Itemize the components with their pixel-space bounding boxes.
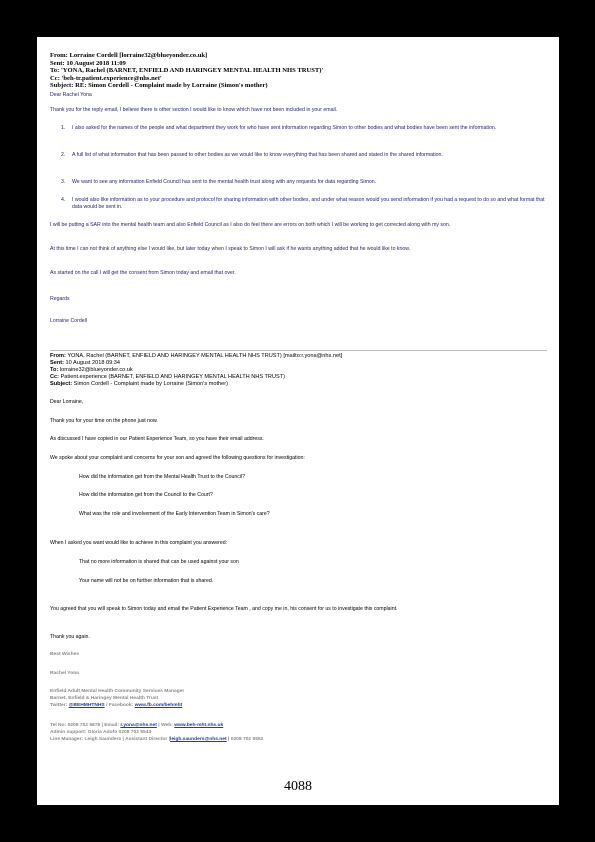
- email1-from-line: [50, 52, 207, 60]
- from-value: Lorraine Cordell [lorraine32@blueyonder.co.uk]: [69, 52, 208, 59]
- line-manager-label: Line Manager: Leigh Saunders | Assistant Director |: [50, 737, 170, 742]
- email2-thanks-again: Thank you again.: [50, 634, 90, 640]
- email2-para-achieve: When I asked you want would like to achieve in this complaint you answered:: [50, 540, 228, 546]
- email2-para-copied: As discussed I have copied in our Patient Experience Team, so you have their email address.: [50, 436, 264, 442]
- sent-label: Sent:: [50, 360, 64, 366]
- list-number: 1.: [61, 125, 66, 131]
- subject-value: Simon Cordell - Complaint made by Lorraine (Simon's mother): [73, 381, 228, 387]
- page-number: 4088: [284, 779, 312, 794]
- signature-social: [50, 703, 182, 708]
- subject-value: RE: Simon Cordell - Complaint made by Lorraine (Simon's mother): [75, 82, 268, 89]
- signature-admin: Admin support: Gloria Adofo 0208 702 5543: [50, 730, 152, 735]
- list-text: We want to see any information Enfield Council has sent to the mental health trust along with any requests for data regarding Simon.: [72, 179, 377, 185]
- line-manager-email-link[interactable]: leigh.saunders@nhs.net: [169, 737, 227, 742]
- email2-greeting: Dear Lorraine,: [50, 399, 84, 405]
- cc-label: Cc:: [50, 374, 60, 380]
- signature-line-manager: [50, 737, 263, 742]
- email1-subject-line: [50, 82, 268, 90]
- from-label: From:: [50, 353, 66, 359]
- email2-para-thanks: Thank you for your time on the phone just now.: [50, 418, 158, 424]
- from-value: YONA, Rachel (BARNET, ENFIELD AND HARINGEY MENTAL HEALTH NHS TRUST) [mailto:r.yona@nhs.net]: [67, 353, 343, 359]
- email-divider: [50, 350, 547, 351]
- email1-para-sar: I will be putting a SAR into the mental health team and also Enfield Council as I also do feel there are errors on both which I will be working to get corrected along with my son.: [50, 222, 451, 228]
- email2-sender-name: Rachel Yona: [50, 671, 79, 676]
- web-label: | Web:: [156, 723, 175, 728]
- sent-label: Sent:: [50, 59, 65, 67]
- question-item: How did the information get from the Mental Health Trust to the Council?: [79, 474, 246, 480]
- twitter-label: Twitter:: [50, 703, 69, 708]
- subject-label: Subject:: [50, 82, 74, 89]
- document-page: [37, 37, 559, 805]
- signature-role: Enfield Adult Mental Health Community Services Manager: [50, 689, 185, 694]
- list-item: [61, 179, 547, 189]
- subject-label: Subject:: [50, 381, 73, 387]
- from-label: From:: [50, 52, 68, 59]
- list-item: [61, 152, 547, 168]
- list-text: I would also like information as to your procedure and protocol for sharing information with other bodies, and under what reason would you send information if you had a request to do so and what format that data would be sent in.: [72, 197, 545, 210]
- to-label: To:: [50, 67, 60, 74]
- email-link[interactable]: r.yona@nhs.net: [120, 723, 157, 728]
- email1-regards: Regards: [50, 296, 70, 302]
- answer-item: That no more information is shared that can be used against your son: [79, 559, 239, 565]
- tel-label: Tel No: 0208 702 5878 | Email:: [50, 723, 121, 728]
- sent-value: 10 August 2018 09:34: [65, 360, 120, 366]
- email2-to-line: [50, 367, 133, 373]
- list-text: I also asked for the names of the people and what department they work for who have sent information regarding Simon to other bodies and what bodies have been sent the information.: [72, 125, 497, 131]
- signature-org: Barnet, Enfield & Haringey Mental Health Trust: [50, 696, 159, 701]
- email2-from-line: [50, 353, 342, 359]
- list-item: [61, 125, 547, 141]
- email1-greeting: Dear Rachel Yona: [50, 92, 92, 98]
- email1-cc-line: [50, 75, 162, 83]
- email2-para-questions: We spoke about your complaint and concerns for your son and agreed the following questions for investigation:: [50, 455, 305, 461]
- email1-para-later: At this time I can not think of anything else I would like, but later today when I speak to Simon I will ask if he wants anything added that he would like to know.: [50, 246, 411, 252]
- list-number: 3.: [61, 179, 66, 185]
- to-label: To:: [50, 367, 59, 373]
- twitter-link[interactable]: @BEHMHTNHS: [68, 703, 105, 708]
- email1-para-consent: As started on the call I will get the consent from Simon today and email that over.: [50, 270, 236, 276]
- list-item: [61, 197, 547, 213]
- email2-cc-line: [50, 374, 285, 380]
- to-value: lorraine32@blueyonder.co.uk: [59, 367, 133, 373]
- list-number: 2.: [61, 152, 66, 158]
- email1-sent-line: [50, 60, 126, 68]
- email1-intro: Thank you for the reply email, I believe there is other section I would like to know which have not been included in your email.: [50, 107, 338, 113]
- email1-signature: Lorraine Cordell: [50, 318, 87, 324]
- facebook-label: / Facebook:: [104, 703, 135, 708]
- web-link[interactable]: www.beh-mht.nhs.uk: [174, 723, 224, 728]
- question-item: What was the role and involvement of the Early Intervention Team in Simon's care?: [79, 511, 270, 517]
- email2-subject-line: [50, 381, 228, 387]
- cc-value: 'beh-tr.patient.experience@nhs.net': [61, 74, 162, 82]
- cc-label: Cc:: [50, 74, 60, 82]
- list-number: 4.: [61, 197, 66, 203]
- cc-value: Patient.experience (BARNET, ENFIELD AND HARINGEY MENTAL HEALTH NHS TRUST): [60, 374, 286, 380]
- list-text: A full list of what information that has been passed to other bodies as we would like to know everything that has been shared and stated in the shared information.: [72, 152, 443, 158]
- question-item: How did the information get from the Council to the Court?: [79, 492, 213, 498]
- line-manager-tel: | 0208 702 5552: [226, 737, 264, 742]
- email1-to-line: [50, 67, 323, 75]
- email2-best-wishes: Best Wishes: [50, 652, 80, 657]
- signature-contact: [50, 723, 223, 728]
- to-value: 'YONA, Rachel (BARNET, ENFIELD AND HARINGEY MENTAL HEALTH NHS TRUST)': [60, 67, 324, 74]
- email2-sent-line: [50, 360, 120, 366]
- facebook-link[interactable]: www.fb.com/behmht: [134, 703, 183, 708]
- answer-item: Your name will not be on further information that is shared.: [79, 578, 214, 584]
- sent-value: 10 August 2018 11:09: [66, 59, 126, 67]
- email2-para-agreed: You agreed that you will speak to Simon today and email the Patient Experience Team , and copy me in, his consent for us to investigate this complaint.: [50, 606, 398, 612]
